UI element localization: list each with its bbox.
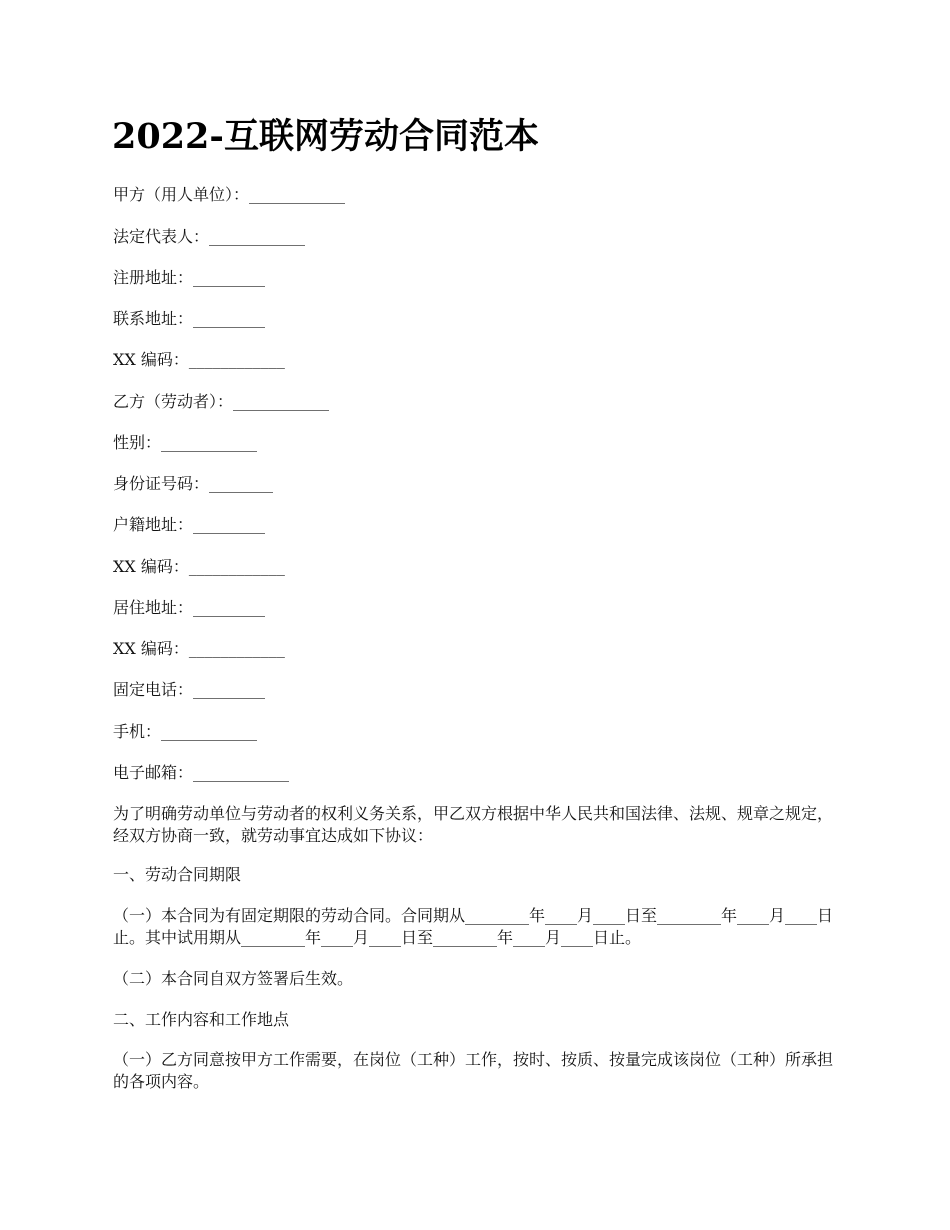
party-b-name-field: 乙方（劳动者）：____________ (113, 392, 330, 411)
legal-representative-field: 法定代表人：____________ (113, 227, 306, 246)
mobile-field: 手机：____________ (113, 722, 258, 741)
household-address-field: 户籍地址：_________ (113, 515, 266, 534)
section-1-heading: 一、劳动合同期限 (113, 865, 242, 884)
email-field: 电子邮箱：____________ (113, 763, 290, 782)
residence-postal-code-field: XX 编码：____________ (113, 639, 285, 658)
section-1-item-1: （一）本合同为有固定期限的劳动合同。合同期从________年____月____日至________年____月____日止。其中试用期从________年____月____日至________年____月____日止。 (113, 906, 834, 947)
document-title: 2022-互联网劳动合同范本 (112, 116, 539, 157)
party-a-postal-code-field: XX 编码：____________ (113, 350, 285, 369)
household-postal-code-field: XX 编码：____________ (113, 557, 285, 576)
id-number-field: 身份证号码：________ (113, 474, 274, 493)
section-2-item-1: （一）乙方同意按甲方工作需要，在岗位（工种）工作，按时、按质、按量完成该岗位（工种）所承担的各项内容。 (113, 1050, 834, 1091)
section-1-item-2: （二）本合同自双方签署后生效。 (113, 969, 354, 988)
contact-address-field: 联系地址：_________ (113, 309, 266, 328)
intro-paragraph: 为了明确劳动单位与劳动者的权利义务关系，甲乙双方根据中华人民共和国法律、法规、规章之规定，经双方协商一致，就劳动事宜达成如下协议： (113, 804, 834, 845)
section-2-heading: 二、工作内容和工作地点 (113, 1010, 290, 1029)
gender-field: 性别：____________ (113, 433, 258, 452)
landline-field: 固定电话：_________ (113, 680, 266, 699)
registered-address-field: 注册地址：_________ (113, 268, 266, 287)
party-a-name-field: 甲方（用人单位）：____________ (113, 185, 346, 204)
residence-address-field: 居住地址：_________ (113, 598, 266, 617)
